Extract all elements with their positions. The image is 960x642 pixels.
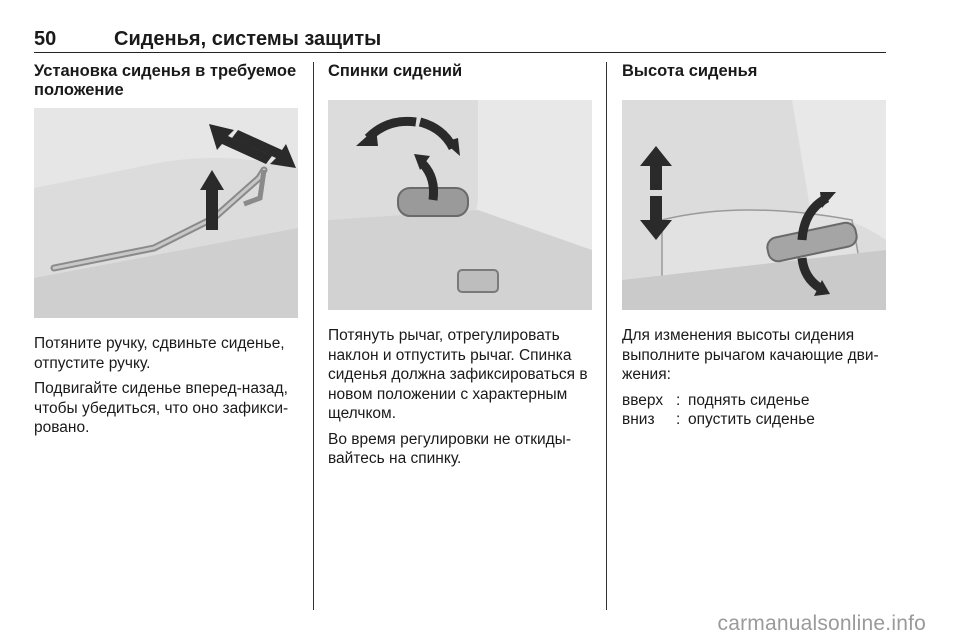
paragraph: Во время регулировки не откиды-вайтесь на спинку. [328,430,571,467]
term: вверх [622,391,664,409]
section-heading: Спинки сидений [328,62,463,80]
definition-list [622,391,886,430]
section-seat-position [34,62,298,444]
seat-backrest-lever-illustration [328,100,592,310]
seat-height-lever-illustration [622,100,886,310]
column-divider [606,62,607,610]
section-seat-height [622,62,886,430]
page-header [34,28,886,53]
definition: опустить сиденье [688,411,815,428]
paragraph: Подвигайте сиденье вперед-назад, чтобы убедиться, что оно зафикси-ровано. [34,380,289,436]
chapter-title: Сиденья, системы защиты [114,28,382,50]
paragraph: Для изменения высоты сидения выполните рычагом качающие дви-жения: [622,327,879,383]
definition: поднять сиденье [688,391,810,409]
separator: : [676,411,681,428]
watermark: carmanualsonline.info [717,612,926,635]
section-heading: Установка сиденья в требуемое положение [34,62,297,99]
term: вниз [622,411,655,428]
column-divider [313,62,314,610]
paragraph: Потяните ручку, сдвиньте сиденье, отпустите ручку. [34,335,285,372]
section-heading: Высота сиденья [622,62,758,80]
page-number: 50 [34,28,57,50]
separator: : [676,391,681,409]
section-seat-backrest [328,62,592,475]
seat-adjust-lever-illustration [34,108,298,318]
paragraph: Потянуть рычаг, отрегулировать наклон и отпустить рычаг. Спинка сиденья должна зафиксироваться в новом положении с характерным щелчком. [328,327,588,422]
